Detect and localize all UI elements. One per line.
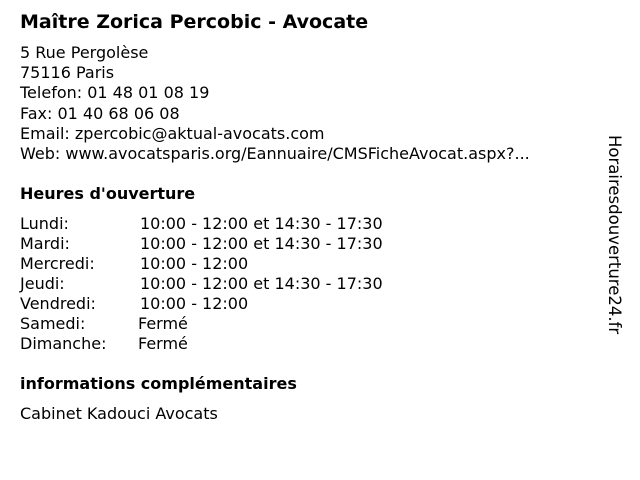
opening-hours-heading: Heures d'ouverture — [20, 184, 196, 203]
website-url: Web: www.avocatsparis.org/Eannuaire/CMSFicheAvocat.aspx?... — [20, 143, 530, 163]
page-title: Maître Zorica Percobic - Avocate — [20, 11, 369, 33]
email-address: Email: zpercobic@aktual-avocats.com — [20, 123, 325, 143]
city: 75116 Paris — [20, 63, 115, 83]
phone-number: Telefon: 01 48 01 08 19 — [20, 83, 210, 103]
contact-block — [20, 43, 530, 164]
street-address: 5 Rue Pergolèse — [20, 43, 149, 62]
day-label: Lundi: — [20, 214, 69, 233]
additional-info-heading: informations complémentaires — [20, 374, 297, 393]
hours-value: 10:00 - 12:00 et 14:30 - 17:30 — [140, 214, 383, 233]
additional-info-text: Cabinet Kadouci Avocats — [20, 404, 218, 423]
day-label: Dimanche: — [20, 334, 107, 353]
day-label: Mardi: — [20, 234, 70, 253]
hours-value: Fermé — [138, 334, 188, 353]
fax-number: Fax: 01 40 68 06 08 — [20, 103, 180, 123]
day-label: Jeudi: — [20, 274, 65, 293]
hours-value: 10:00 - 12:00 et 14:30 - 17:30 — [140, 234, 383, 253]
hours-value: 10:00 - 12:00 — [140, 294, 249, 313]
day-label: Mercredi: — [20, 254, 95, 273]
day-label: Vendredi: — [20, 294, 96, 313]
hours-value: Fermé — [138, 314, 188, 333]
day-label: Samedi: — [20, 314, 86, 333]
hours-value: 10:00 - 12:00 et 14:30 - 17:30 — [140, 274, 383, 293]
site-watermark: Horairesdouverture24.fr — [605, 135, 624, 335]
hours-value: 10:00 - 12:00 — [140, 254, 249, 273]
